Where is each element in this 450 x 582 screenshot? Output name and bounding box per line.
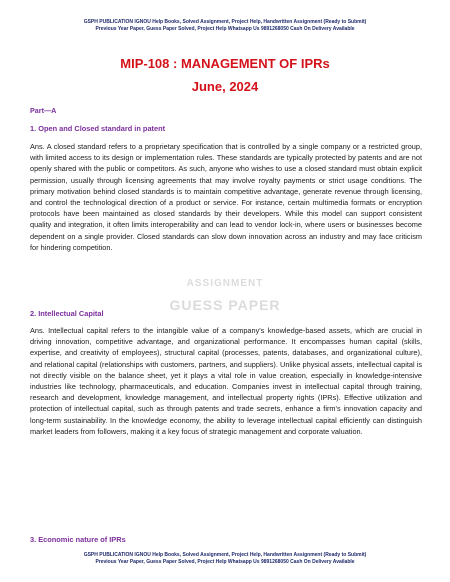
watermark-line-2: GUESS PAPER <box>169 297 281 313</box>
part-label: Part—A <box>30 106 57 115</box>
document-subtitle: June, 2024 <box>191 79 259 94</box>
section-heading-1: 1. Open and Closed standard in patent <box>30 124 166 133</box>
header-line-1: GSPH PUBLICATION IGNOU Help Books, Solved Assignment, Project Help, Handwritten Assignment (Ready to Submit) <box>83 19 367 25</box>
section-body-1: Ans. A closed standard refers to a proprietary specification that is controlled by a single company or a restricted group, with limited access to its design or implementation rules. These standards are typically protected by patents and are not openly shared with the public or competitors. As such, anyone who wishes to use a closed standard must obtain explicit permission, usually through licensing agreements that may involve royalty payments or strict usage conditions. The primary motivation behind closed standards is to maintain competitive advantage, generate revenue through licensing, and control the technological direction of a product or service. For instance, certain multimedia formats or encryption protocols have been maintained as closed standards by their developers. While this model can support consistent quality and integration, it often limits interoperability and can lead to vendor lock-in, where users or businesses become dependent on a single provider. Closed standards can slow down innovation across an industry and may face criticism for hindering competition. <box>30 142 422 252</box>
section-body-2: Ans. Intellectual capital refers to the intangible value of a company's knowledge-based assets, which are crucial in driving innovation, competitive advantage, and organizational performance. It encompasses human capital (skills, expertise, and creativity of employees), structural capital (processes, patents, databases, and organizational culture), and relational capital (relationships with customers, partners, and suppliers). Unlike physical assets, intellectual capital is not directly visible on the balance sheet, yet it plays a vital role in value creation, especially in knowledge-intensive industries like technology, pharmaceuticals, and education. Companies invest in intellectual capital through training, research and development, knowledge management, and intellectual property rights (IPRs). Effective utilization and protection of intellectual capital, such as through patents and trade secrets, enhance a firm's innovation capacity and long-term sustainability. In the knowledge economy, the ability to leverage intellectual capital efficiently can distinguish market leaders from followers, making it a key focus of strategic management and corporate valuation. <box>30 326 422 436</box>
watermark <box>140 278 310 313</box>
footer-line-1: GSPH PUBLICATION IGNOU Help Books, Solved Assignment, Project Help, Handwritten Assignment (Ready to Submit) <box>83 552 367 558</box>
page-footer <box>20 552 430 566</box>
section-heading-2: 2. Intellectual Capital <box>30 309 104 318</box>
document-title: MIP-108 : MANAGEMENT OF IPRs <box>120 56 330 71</box>
footer-line-2: Previous Year Paper, Guess Paper Solved, Project Help Whatsapp Us 9891268050 Cash On Delivery Available <box>95 559 355 565</box>
page-header <box>20 19 430 33</box>
watermark-line-1: ASSIGNMENT <box>186 278 264 289</box>
header-line-2: Previous Year Paper, Guess Paper Solved, Project Help Whatsapp Us 9891268050 Cash On Delivery Available <box>95 26 355 32</box>
section-heading-3: 3. Economic nature of IPRs <box>30 535 126 544</box>
